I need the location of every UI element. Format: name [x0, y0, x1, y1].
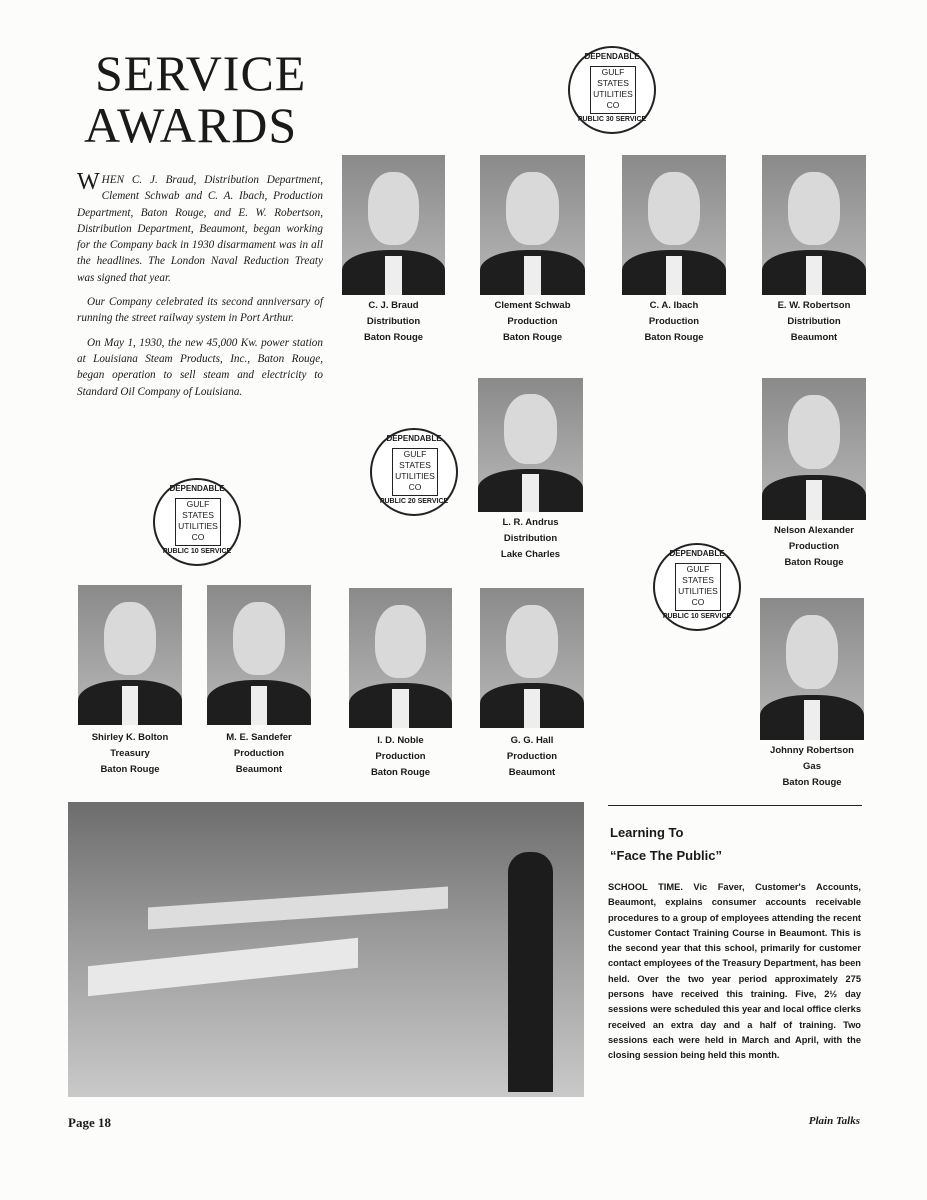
portrait-caption [60, 730, 200, 778]
portrait-caption [744, 523, 884, 571]
portrait-photo [762, 155, 866, 295]
dependable-service-seal [153, 478, 241, 566]
article-heading-2: “Face The Public” [610, 848, 722, 863]
seal-right-text: SERVICE [200, 548, 232, 555]
title-line-2: AWARDS [84, 97, 298, 153]
person-location: Baton Rouge [644, 332, 704, 343]
portrait-photo [762, 378, 866, 520]
seal-years: 20 [407, 498, 416, 505]
person-name: I. D. Noble [377, 735, 424, 746]
person-department: Treasury [110, 748, 150, 759]
portrait-caption [463, 298, 603, 346]
person-name: L. R. Andrus [502, 517, 559, 528]
person-location: Baton Rouge [782, 777, 842, 788]
person-location: Baton Rouge [363, 332, 424, 343]
person-department: Production [648, 316, 700, 327]
seal-center-text: GULF STATES UTILITIES CO [392, 448, 438, 496]
person-name: M. E. Sandefer [226, 732, 292, 743]
seal-left-text: PUBLIC [577, 116, 604, 123]
seal-top-text: DEPENDABLE [669, 549, 725, 558]
person-department: Distribution [366, 316, 421, 327]
person-name: Clement Schwab [494, 300, 571, 311]
portrait-photo [480, 588, 584, 728]
person-location: Baton Rouge [100, 764, 160, 775]
portrait-photo [78, 585, 182, 725]
portrait-caption [744, 298, 884, 346]
intro-paragraph: On May 1, 1930, the new 45,000 Kw. power station at Louisiana Steam Products, Inc., Baton Rouge, began operation to sell steam and electricity to Standard Oil Company of Louisiana. [77, 336, 323, 398]
person-location: Lake Charles [500, 549, 561, 560]
publication-name: Plain Talks [808, 1115, 860, 1127]
person-name: Johnny Robertson [770, 745, 854, 756]
intro-text [77, 169, 323, 408]
seal-center-text: GULF STATES UTILITIES CO [590, 66, 636, 114]
seal-years: 30 [605, 116, 614, 123]
classroom-photo [68, 802, 584, 1097]
seal-years: 10 [190, 548, 199, 555]
seal-right-text: SERVICE [615, 116, 647, 123]
portrait-photo [342, 155, 445, 295]
person-department: Distribution [503, 533, 558, 544]
person-name: Nelson Alexander [774, 525, 854, 536]
person-location: Beaumont [790, 332, 838, 343]
person-location: Baton Rouge [784, 557, 844, 568]
intro-paragraph: HEN C. J. Braud, Distribution Department, Clement Schwab and C. A. Ibach, Production Department, Baton Rouge, and E. W. Robertson, Distribution Department, Beaumont, began working for the Company back in 1930 disarmament was in all the headlines. The London Naval Reduction Treaty was signed that year. [77, 174, 323, 284]
seal-top-text: DEPENDABLE [169, 484, 225, 493]
portrait-photo [207, 585, 311, 725]
person-department: Production [507, 316, 558, 327]
portrait-photo [760, 598, 864, 740]
seal-center-text: GULF STATES UTILITIES CO [675, 563, 721, 611]
person-name: G. G. Hall [510, 735, 554, 746]
portrait-photo [349, 588, 452, 728]
portrait-caption [742, 743, 882, 791]
portrait-caption [461, 515, 601, 563]
portrait-photo [480, 155, 585, 295]
person-department: Production [788, 541, 840, 552]
person-department: Production [233, 748, 285, 759]
seal-center-text: GULF STATES UTILITIES CO [175, 498, 221, 546]
person-department: Production [375, 751, 426, 762]
person-location: Baton Rouge [370, 767, 431, 778]
person-name: Shirley K. Bolton [91, 732, 169, 743]
title-line-1: SERVICE [95, 45, 307, 101]
person-location: Beaumont [235, 764, 283, 775]
portrait-caption [324, 298, 464, 346]
seal-left-text: PUBLIC [662, 613, 689, 620]
seal-right-text: SERVICE [700, 613, 732, 620]
divider [608, 805, 862, 806]
portrait-photo [478, 378, 583, 512]
person-name: C. J. Braud [368, 300, 419, 311]
dependable-service-seal [653, 543, 741, 631]
seal-top-text: DEPENDABLE [386, 434, 442, 443]
person-name: C. A. Ibach [649, 300, 699, 311]
portrait-caption [462, 733, 602, 781]
portrait-caption [604, 298, 744, 346]
dependable-service-seal [568, 46, 656, 134]
drop-cap: W [77, 169, 100, 195]
page-number: Page 18 [68, 1115, 111, 1130]
person-location: Baton Rouge [502, 332, 563, 343]
portrait-photo [622, 155, 726, 295]
seal-top-text: DEPENDABLE [584, 52, 640, 61]
portrait-caption [331, 733, 471, 781]
person-name: E. W. Robertson [777, 300, 851, 311]
seal-left-text: PUBLIC [379, 498, 406, 505]
person-location: Beaumont [508, 767, 556, 778]
intro-paragraph: Our Company celebrated its second anniversary of running the street railway system in Port Arthur. [77, 296, 323, 325]
article-body: SCHOOL TIME. Vic Faver, Customer's Accounts, Beaumont, explains consumer accounts receivable procedures to a group of employees attending the recent Customer Contact Training Course in Beaumont. This is the second year that this school, primarily for customer contact employees of the Treasury Department, has been held. Over the two year period approximately 275 persons have received this training. Five, 2½ day sessions were scheduled this year and local office clerks received an extra day and a half of training. Two sessions each were held in March and April, with the closing session being held this month. [608, 882, 861, 1061]
seal-left-text: PUBLIC [162, 548, 189, 555]
seal-right-text: SERVICE [417, 498, 449, 505]
dependable-service-seal [370, 428, 458, 516]
person-department: Distribution [787, 316, 841, 327]
article-heading-1: Learning To [610, 825, 684, 840]
person-department: Gas [803, 761, 821, 772]
portrait-caption [189, 730, 329, 778]
seal-years: 10 [690, 613, 699, 620]
person-department: Production [506, 751, 558, 762]
